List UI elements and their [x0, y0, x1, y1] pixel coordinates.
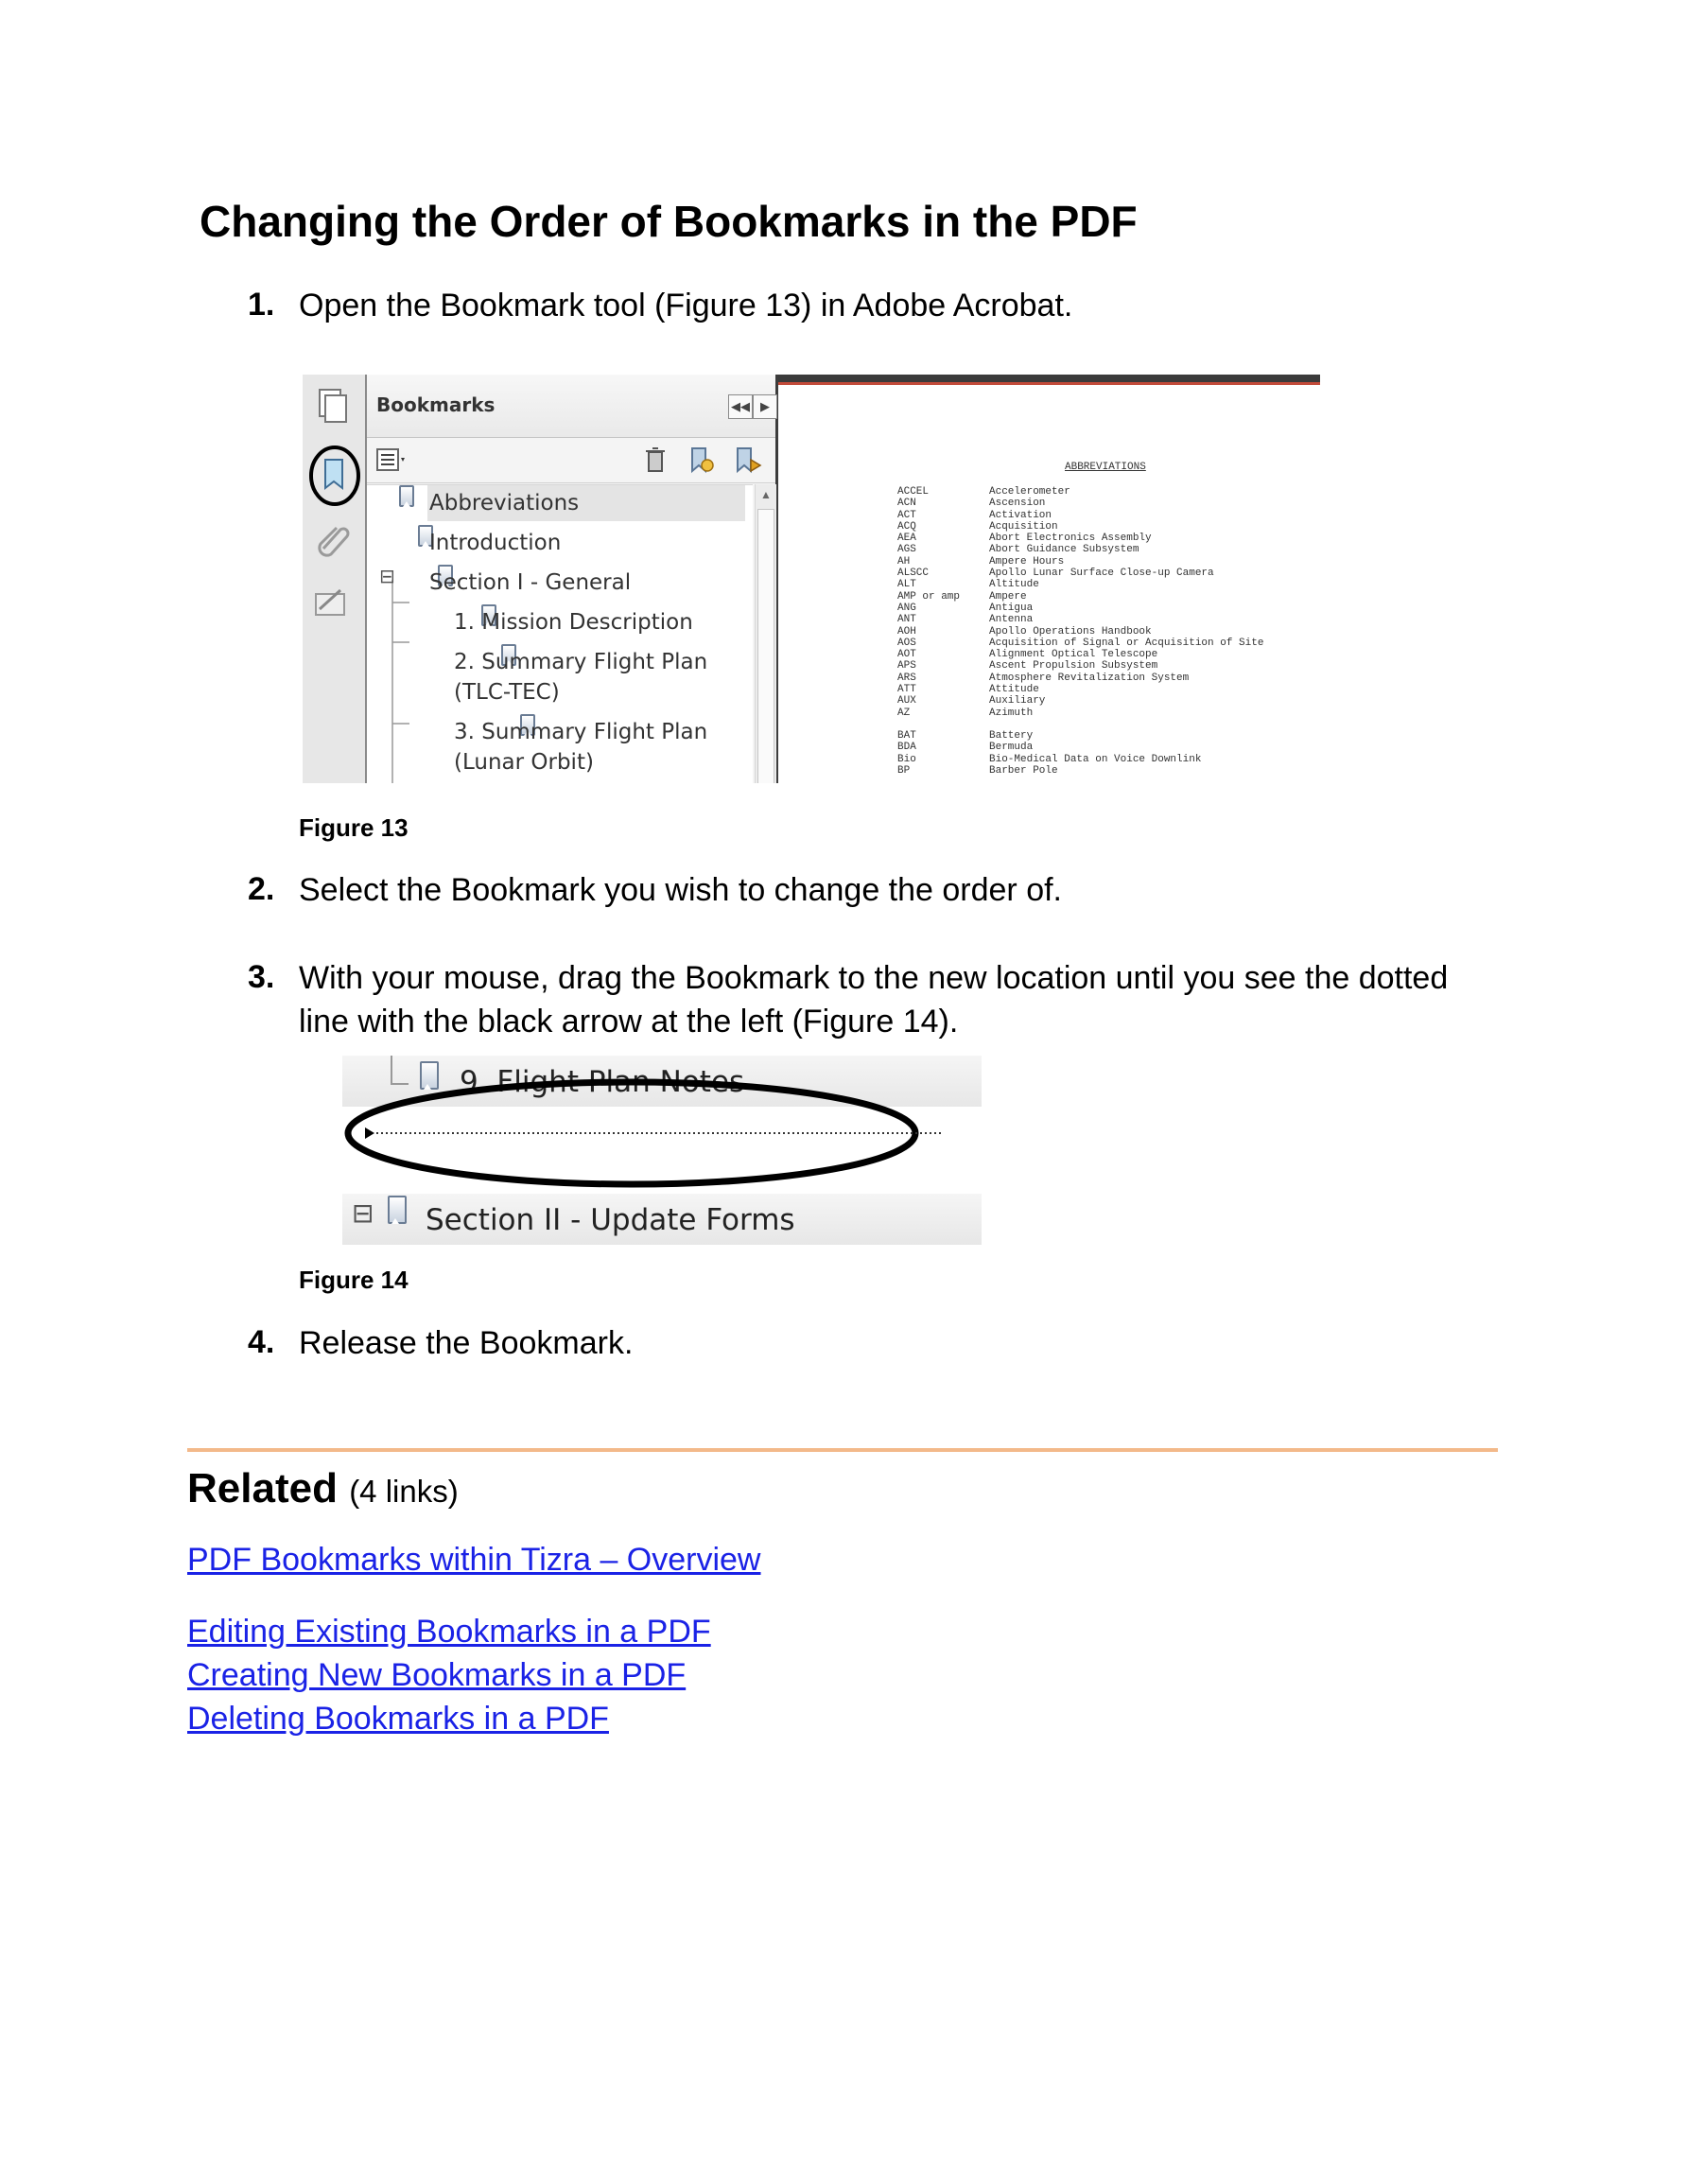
page-thumbnails-icon[interactable] [314, 388, 352, 424]
bookmarks-tree [367, 484, 753, 783]
figure-14-screenshot [342, 1056, 982, 1245]
bookmark-item-flight-plan-notes[interactable]: 9. Flight Plan Notes [460, 1065, 745, 1099]
page-title: Changing the Order of Bookmarks in the PDF [200, 197, 1138, 246]
expand-panel-button[interactable]: ▶ [753, 394, 777, 419]
delete-bookmark-icon[interactable] [643, 446, 668, 473]
bookmark-item-section-ii-update-forms[interactable]: Section II - Update Forms [426, 1203, 795, 1237]
section-divider [187, 1448, 1498, 1452]
options-menu-icon[interactable] [376, 448, 409, 471]
meaning-list-group-2: Battery Bermuda Bio-Medical Data on Voice Downlink Barber Pole [989, 730, 1202, 777]
bookmark-row-below [342, 1194, 982, 1245]
step-2-text: Select the Bookmark you wish to change the order of. [299, 872, 1063, 908]
navigation-icon-strip [303, 375, 367, 783]
bookmarks-panel-title: Bookmarks [376, 393, 496, 416]
tree-item-summary-flight-plan-lunar-orbit-line2: (Lunar Orbit) [454, 750, 594, 775]
tree-expander[interactable]: ⊟ [379, 565, 395, 587]
drop-indicator-overlay [342, 1056, 982, 1188]
bookmarks-panel-header [367, 375, 775, 438]
tree-item-section-i-general[interactable]: Section I - General [429, 570, 632, 595]
tree-item-mission-description[interactable]: 1. Mission Description [454, 610, 693, 635]
tree-item-abbreviations[interactable]: Abbreviations [429, 491, 580, 515]
step-4-text: Release the Bookmark. [299, 1325, 634, 1361]
step-1-text: Open the Bookmark tool (Figure 13) in Adobe Acrobat. [299, 288, 1073, 323]
new-bookmark-icon[interactable] [687, 446, 715, 475]
related-link-creating[interactable]: Creating New Bookmarks in a PDF [187, 1657, 687, 1693]
tree-item-summary-flight-plan-tlc-tec[interactable]: 2. Summary Flight Plan [454, 650, 708, 674]
related-heading-label: Related [187, 1465, 338, 1511]
step-3-text-line2: line with the black arrow at the left (Figure 14). [299, 1004, 959, 1040]
abbreviation-list-group-2: BAT BDA Bio BP [897, 730, 916, 777]
tree-expander[interactable]: ⊟ [352, 1197, 374, 1229]
bookmark-icon [399, 485, 414, 507]
figure-13-caption: Figure 13 [299, 813, 409, 842]
related-link-deleting[interactable]: Deleting Bookmarks in a PDF [187, 1701, 609, 1737]
step-4-number: 4. [248, 1324, 275, 1360]
related-heading [187, 1465, 459, 1512]
tree-item-summary-flight-plan-tlc-tec-line2: (TLC-TEC) [454, 680, 560, 705]
tree-scrollbar[interactable] [755, 484, 776, 783]
attachments-paperclip-icon[interactable] [314, 518, 354, 558]
tree-item-summary-flight-plan-lunar-orbit[interactable]: 3. Summary Flight Plan [454, 720, 708, 744]
scroll-up-arrow-icon[interactable]: ▲ [760, 488, 772, 501]
abbreviations-heading: ABBREVIATIONS [1065, 462, 1146, 473]
related-link-count: (4 links) [349, 1474, 459, 1509]
collapse-panel-button[interactable]: ◀◀ [728, 394, 753, 419]
step-2-number: 2. [248, 871, 275, 907]
bookmark-icon [388, 1196, 407, 1224]
tree-item-introduction[interactable]: Introduction [429, 531, 562, 555]
bookmark-properties-icon[interactable] [732, 446, 764, 475]
document-page-view [778, 375, 1320, 783]
signatures-icon[interactable] [312, 586, 354, 620]
step-3-text-line1: With your mouse, drag the Bookmark to the new location until you see the dotted [299, 960, 1449, 996]
bookmarks-panel [367, 375, 778, 783]
step-3-number: 3. [248, 959, 275, 995]
document-top-bar [778, 375, 1320, 385]
figure-14-caption: Figure 14 [299, 1266, 409, 1294]
meaning-list-group-1: Accelerometer Ascension Activation Acquisition Abort Electronics Assembly Abort Guidance Subsystem Ampere Hours Apollo Lunar Surface Close-up Camera Altitude Ampere Antigua Antenna Apollo Operations Handbook Acquisition of Signal or Acquisition of Site Alignment Optical Telescope Ascent Propulsion Subsystem Atmosphere Revitalization System Attitude Auxiliary Azimuth [989, 486, 1264, 719]
abbreviation-list-group-1: ACCEL ACN ACT ACQ AEA AGS AH ALSCC ALT AMP or amp ANG ANT AOH AOS AOT APS ARS ATT AUX AZ [897, 486, 961, 719]
bookmarks-panel-icon[interactable] [308, 445, 361, 507]
related-link-overview[interactable]: PDF Bookmarks within Tizra – Overview [187, 1542, 761, 1578]
step-1-number: 1. [248, 287, 275, 323]
figure-13-screenshot [303, 375, 1320, 783]
bookmarks-toolbar [367, 437, 775, 483]
scrollbar-thumb[interactable] [757, 509, 774, 783]
related-link-editing[interactable]: Editing Existing Bookmarks in a PDF [187, 1614, 711, 1650]
